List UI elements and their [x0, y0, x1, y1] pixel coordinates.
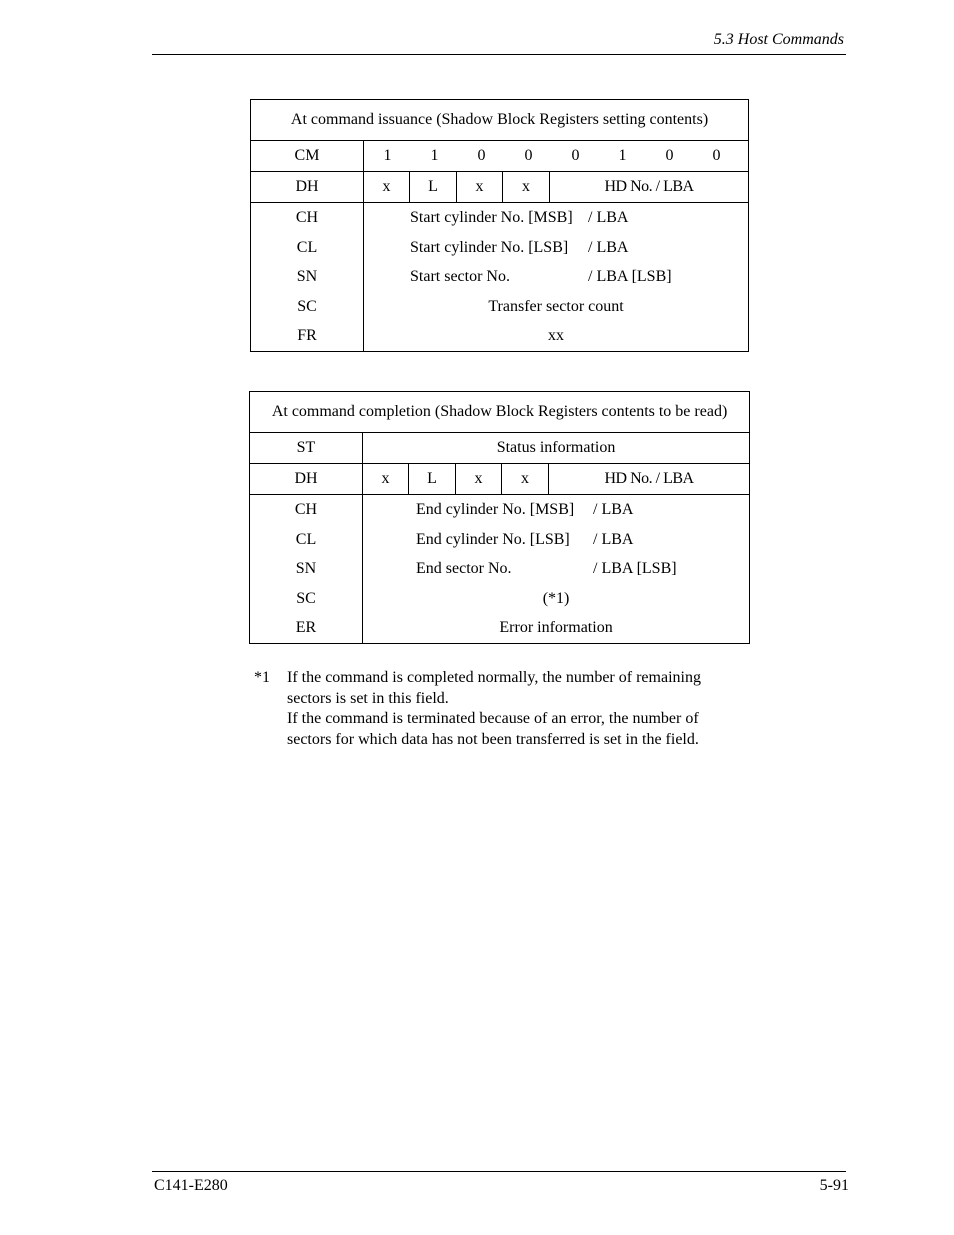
footnote-line: sectors for which data has not been transferred is set in the field. [287, 730, 699, 748]
reg-ch: CH [294, 501, 318, 518]
fr-value: xx [548, 327, 565, 345]
reg-cl: CL [296, 238, 318, 256]
cm-bit: 0 [524, 147, 533, 164]
dh-bit: x [363, 464, 409, 495]
footnote [254, 668, 754, 750]
ch-value: Start cylinder No. [MSB] [410, 209, 573, 226]
footnote-line: sectors is set in this field. [287, 689, 449, 707]
ch-lba: / LBA [588, 209, 629, 226]
sn-value: End sector No. [416, 560, 512, 578]
cm-bit: 1 [430, 147, 439, 164]
completion-register-values [363, 495, 750, 644]
cm-bit: 0 [712, 147, 721, 164]
sn-lba: / LBA [LSB] [588, 268, 672, 286]
dh-bit: x [364, 172, 410, 203]
reg-dh: DH [251, 172, 364, 203]
sn-value: Start sector No. [410, 268, 510, 286]
footnote-mark: *1 [254, 669, 270, 686]
cm-bit: 0 [665, 147, 674, 164]
issuance-register-names [251, 203, 364, 352]
reg-dh: DH [250, 464, 363, 495]
completion-register-names [250, 495, 363, 644]
dh-bit: x [456, 464, 502, 495]
reg-sn: SN [296, 268, 318, 286]
dh-bit: x [503, 172, 550, 203]
reg-sc: SC [296, 589, 316, 607]
completion-register-table [249, 391, 750, 644]
dh-bit: L [410, 172, 457, 203]
issuance-caption: At command issuance (Shadow Block Registers setting contents) [251, 100, 749, 141]
dh-bit: x [457, 172, 503, 203]
footnote-line: If the command is completed normally, the number of remaining [287, 669, 701, 686]
reg-ch: CH [295, 209, 319, 226]
running-header: 5.3 Host Commands [713, 31, 844, 48]
cl-value: End cylinder No. [LSB] [416, 530, 570, 548]
ch-lba: / LBA [593, 501, 634, 518]
cl-lba: / LBA [593, 530, 634, 548]
dh-bit: L [409, 464, 456, 495]
reg-st: ST [250, 433, 363, 464]
cm-bit: 0 [477, 147, 486, 164]
reg-sn: SN [295, 560, 317, 578]
er-value: Error information [499, 619, 613, 637]
page-number: 5-91 [819, 1177, 849, 1194]
sc-value: (*1) [542, 589, 570, 607]
footer-divider [152, 1171, 846, 1172]
completion-caption: At command completion (Shadow Block Registers contents to be read) [250, 392, 750, 433]
reg-sc: SC [297, 297, 317, 315]
cm-bits [364, 141, 749, 172]
document-id: C141-E280 [154, 1177, 228, 1194]
dh-bit: x [502, 464, 549, 495]
cl-value: Start cylinder No. [LSB] [410, 238, 569, 256]
reg-fr: FR [297, 327, 317, 345]
cl-lba: / LBA [588, 238, 629, 256]
issuance-register-values [364, 203, 749, 352]
dh-hd-lba: HD No. / LBA [550, 172, 749, 203]
sc-value: Transfer sector count [488, 297, 624, 315]
st-value: Status information [363, 433, 750, 464]
sn-lba: / LBA [LSB] [593, 560, 677, 578]
footnote-line: If the command is terminated because of an error, the number of [287, 710, 699, 727]
reg-cm: CM [251, 141, 364, 172]
header-divider [152, 54, 846, 55]
cm-bit: 0 [571, 147, 580, 164]
reg-er: ER [295, 619, 317, 637]
cm-bit: 1 [383, 147, 392, 164]
reg-cl: CL [295, 530, 317, 548]
ch-value: End cylinder No. [MSB] [416, 501, 575, 518]
dh-hd-lba: HD No. / LBA [549, 464, 750, 495]
issuance-register-table [250, 99, 749, 352]
cm-bit: 1 [618, 147, 627, 164]
